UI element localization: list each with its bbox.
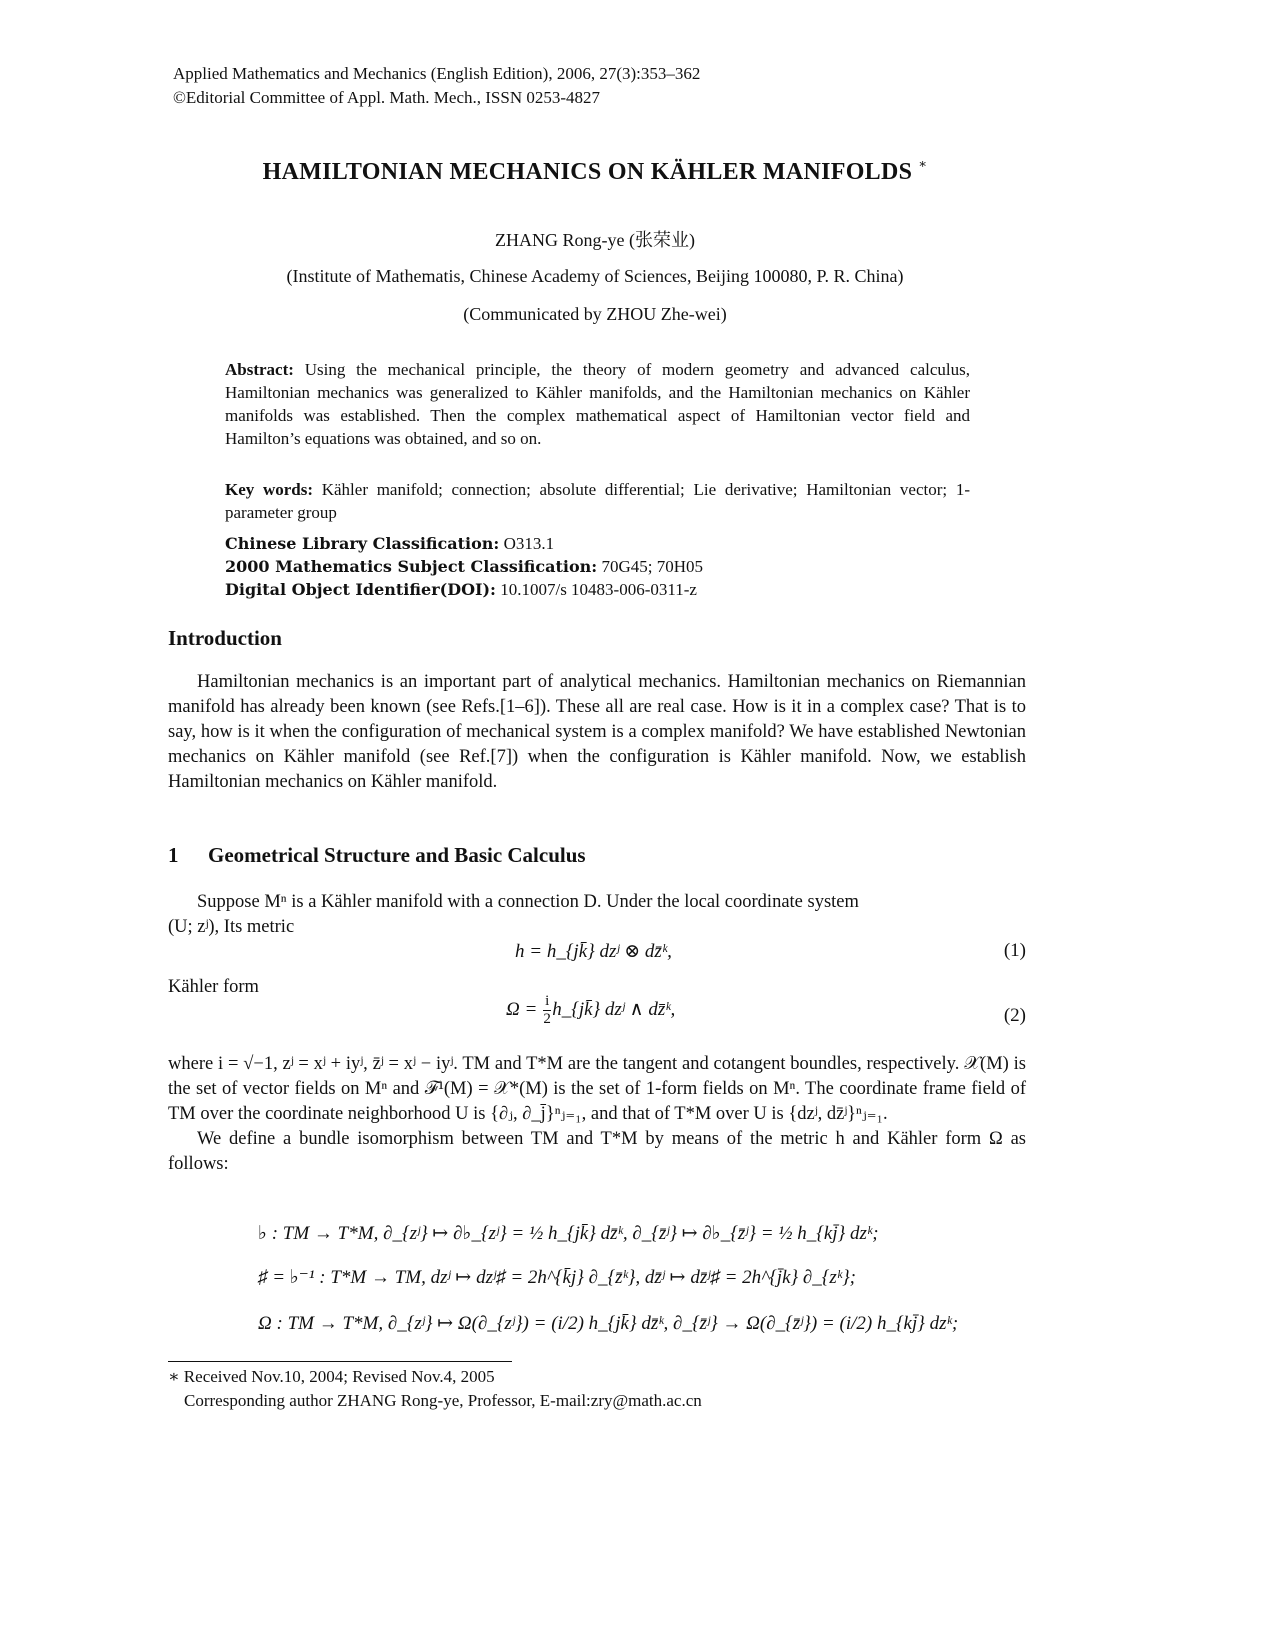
communicated-by: (Communicated by ZHOU Zhe-wei) xyxy=(463,304,727,324)
equation-2-number: (2) xyxy=(1003,1005,1026,1026)
intro-heading: Introduction xyxy=(168,626,282,650)
keywords-label: Key words: xyxy=(225,480,314,499)
doi-value: 10.1007/s 10483-006-0311-z xyxy=(500,580,697,599)
map-omega: Ω : TM → T*M, ∂_{zʲ} ↦ Ω(∂_{zʲ}) = (i/2) h_{jk̄} dz̄ᵏ, ∂_{z̄ʲ} → Ω(∂_{z̄ʲ}) = (i/2) h_{kj̄} dzᵏ; xyxy=(258,1313,959,1334)
equation-2-lhs: Ω = xyxy=(506,998,543,1020)
footnote-received: ∗ Received Nov.10, 2004; Revised Nov.4, 2005 xyxy=(168,1367,495,1386)
abstract xyxy=(225,358,970,450)
intro-text: Hamiltonian mechanics is an important part of analytical mechanics. Hamiltonian mechanics on Riemannian manifold has already been known (see Refs.[1–6]). These all are real case. How is it in a complex case? That is to say, how is it when the configuration of mechanical system is a complex manifold? We have established Newtonian mechanics on Kähler manifold (see Ref.[7]) when the configuration is Kähler manifold. Now, we establish Hamiltonian mechanics on Kähler manifold. xyxy=(168,672,1026,792)
clc-label: Chinese Library Classification: xyxy=(225,534,500,553)
equation-2-rhs: h_{jk̄} dzʲ ∧ dz̄ᵏ, xyxy=(552,998,676,1020)
classification-block xyxy=(225,532,970,601)
section1-para2-text: where i = √−1, zʲ = xʲ + iyʲ, z̄ʲ = xʲ − iyʲ. TM and T*M are the tangent and cotangent boundles, respectively. 𝒳(M) is the set of vector fields on Mⁿ and ℱ¹(M) = 𝒳*(M) is the set of 1-form fields on Mⁿ. The coordinate frame field of TM over the coordinate neighborhood U is {∂ⱼ, ∂_j̄}ⁿⱼ₌₁, and that of T*M over U is {dzʲ, dz̄ʲ}ⁿⱼ₌₁. xyxy=(168,1054,1026,1124)
paper-title-text: HAMILTONIAN MECHANICS ON KÄHLER MANIFOLDS xyxy=(262,159,913,185)
section1-title: Geometrical Structure and Basic Calculus xyxy=(208,843,586,867)
intro-paragraph xyxy=(168,670,1026,795)
footnote-rule xyxy=(168,1361,512,1362)
section1-para2 xyxy=(168,1052,1026,1177)
fraction-numerator: i xyxy=(545,993,550,1009)
section1-para1 xyxy=(168,890,1026,940)
clc-value: O313.1 xyxy=(503,534,555,553)
doi-label: Digital Object Identifier(DOI): xyxy=(225,580,496,599)
paper-title xyxy=(0,158,1190,186)
keywords xyxy=(225,478,970,524)
section1-heading xyxy=(168,843,586,868)
title-footnote-mark: ∗ xyxy=(918,156,928,171)
journal-line: Applied Mathematics and Mechanics (English Edition), 2006, 27(3):353–362 xyxy=(173,64,701,83)
doi-line xyxy=(225,578,970,601)
msc-line xyxy=(225,555,970,578)
equation-1: h = h_{jk̄} dzʲ ⊗ dz̄ᵏ, xyxy=(515,941,672,962)
abstract-label: Abstract: xyxy=(225,360,294,379)
clc-line xyxy=(225,532,970,555)
equation-2-fraction xyxy=(543,993,551,1028)
equation-2 xyxy=(506,993,675,1028)
msc-value: 70G45; 70H05 xyxy=(601,557,703,576)
msc-label: 2000 Mathematics Subject Classification: xyxy=(225,557,598,576)
footnote-author: Corresponding author ZHANG Rong-ye, Professor, E-mail:zry@math.ac.cn xyxy=(184,1391,702,1410)
section1-para1-b: (U; zʲ), Its metric xyxy=(168,917,295,937)
section1-para3-text: We define a bundle isomorphism between TM and T*M by means of the metric h and Kähler form Ω as follows: xyxy=(168,1129,1026,1174)
map-sharp: ♯ = ♭⁻¹ : T*M → TM, dzʲ ↦ dzʲ♯ = 2h^{k̄j} ∂_{z̄ᵏ}, dz̄ʲ ↦ dz̄ʲ♯ = 2h^{j̄k} ∂_{zᵏ}; xyxy=(258,1267,857,1288)
abstract-text: Using the mechanical principle, the theory of modern geometry and advanced calculus, Hamiltonian mechanics was generalized to Kähler manifolds, and the Hamiltonian mechanics on Kähler manifolds was established. Then the complex mathematical aspect of Hamiltonian vector field and Hamilton’s equations was obtained, and so on. xyxy=(225,360,970,448)
fraction-denominator: 2 xyxy=(543,1011,551,1027)
keywords-text: Kähler manifold; connection; absolute differential; Lie derivative; Hamiltonian vector; 1-parameter group xyxy=(225,480,970,522)
map-flat: ♭ : TM → T*M, ∂_{zʲ} ↦ ∂♭_{zʲ} = ½ h_{jk̄} dz̄ᵏ, ∂_{z̄ʲ} ↦ ∂♭_{z̄ʲ} = ½ h_{kj̄} dzᵏ; xyxy=(258,1223,879,1244)
section1-para1-a: Suppose Mⁿ is a Kähler manifold with a connection D. Under the local coordinate system xyxy=(197,892,859,912)
kahler-form-label: Kähler form xyxy=(168,977,259,997)
copyright-line: ©Editorial Committee of Appl. Math. Mech., ISSN 0253-4827 xyxy=(173,88,601,107)
author: ZHANG Rong-ye (张荣业) xyxy=(495,230,695,250)
affiliation: (Institute of Mathematis, Chinese Academy of Sciences, Beijing 100080, P. R. China) xyxy=(286,266,904,286)
section1-number: 1 xyxy=(168,843,179,867)
equation-1-number: (1) xyxy=(1003,940,1026,961)
